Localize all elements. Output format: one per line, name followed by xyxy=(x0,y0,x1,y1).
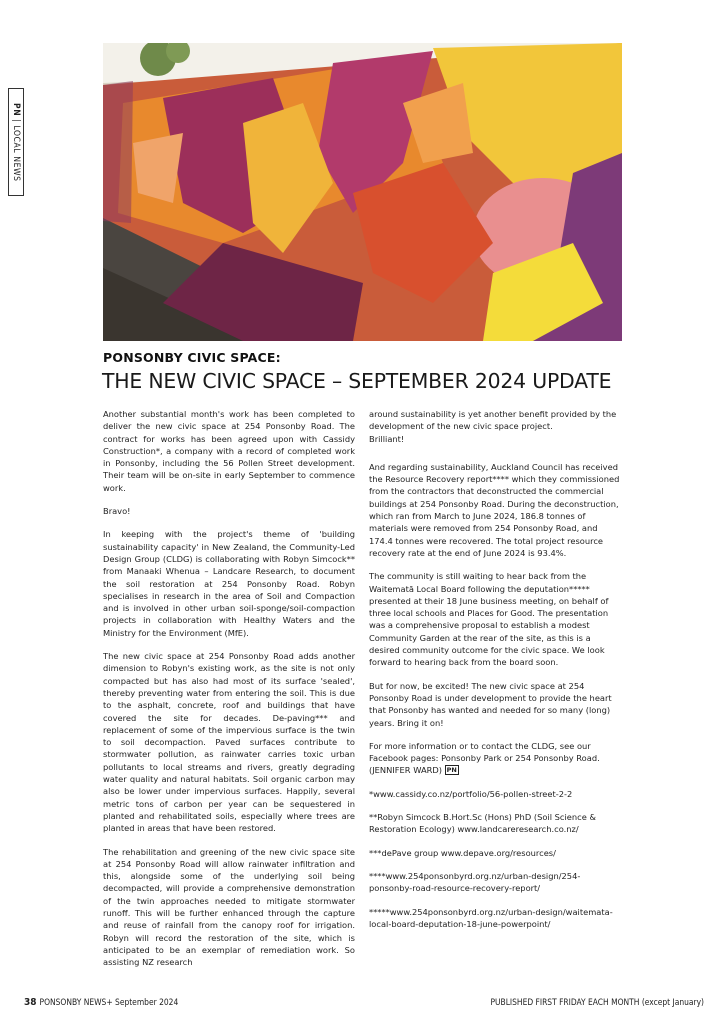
paragraph: The rehabilitation and greening of the new civic space site at 254 Ponsonby Road will allow rainwater infiltration and this, alongside some of the underlying soil being decompacted, will provide a comprehensive demonstration of the twin approaches needed to mitigate stormwater runoff. This will be further enhanced through the capture and reuse of rainfall from the canopy roof for irrigation. Robyn will record the restoration of the site, which is anticipated to be an exemplar of remediation work. So assisting NZ research xyxy=(103,846,355,968)
article-kicker: PONSONBY CIVIC SPACE: xyxy=(103,350,281,365)
paragraph: In keeping with the project's theme of 'building sustainability capacity' in New Zealand, the Community-Led Design Group (CLDG) is collaborating with Robyn Simcock** from Manaaki Whenua – Landcare Research, to document the soil restoration at 254 Ponsonby Road. Robyn specialises in research in the area of Soil and Compaction and is involved in other urban soil-sponge/soil-compaction projects in collaboration with Healthy Waters and the Ministry for the Environment (MfE). xyxy=(103,529,355,638)
mural-illustration xyxy=(103,43,622,341)
footnote: *****www.254ponsonbyrd.org.nz/urban-design/waitemata-local-board-deputation-18-june-powerpoint/ xyxy=(369,906,613,929)
paragraph: Bravo! xyxy=(103,506,131,517)
paragraph: The community is still waiting to hear back from the Waitematā Local Board following the deputation***** presented at their 18 June business meeting, on behalf of three local schools and Places for Good. The presentation was a comprehensive proposal to establish a modest Community Garden at the rear of the site, as this is a desired community outcome for the civic space. We look forward to hearing back from the board soon. xyxy=(369,571,609,668)
publication-name: PONSONBY NEWS+ September 2024 xyxy=(39,997,179,1007)
pn-logo: PN xyxy=(11,102,21,116)
mural-photo xyxy=(103,43,622,341)
footer-tagline: PUBLISHED FIRST FRIDAY EACH MONTH (except January) xyxy=(490,997,704,1007)
section-name: LOCAL NEWS xyxy=(11,125,21,182)
right-column xyxy=(369,408,621,941)
footnote: **Robyn Simcock B.Hort.Sc (Hons) PhD (Soil Science & Restoration Ecology) www.landcareresearch.co.nz/ xyxy=(369,812,596,835)
contact-text: For more information or to contact the CLDG, see our Facebook pages: Ponsonby Park or 254 Ponsonby Road. xyxy=(369,740,600,764)
page-footer xyxy=(24,997,704,1008)
pn-end-mark: PN xyxy=(446,766,457,775)
paragraph: But for now, be excited! The new civic space at 254 Ponsonby Road is under development to provide the heart that Ponsonby has wanted and needed for so many (long) years. Bring it on! xyxy=(369,680,612,728)
page-number: 38 xyxy=(24,997,37,1008)
paragraph: The new civic space at 254 Ponsonby Road adds another dimension to Robyn's existing work, as the site is not only compacted but has also had most of its surface 'sealed', thereby preventing water from entering the soil. This is due to the asphalt, concrete, roof and buildings that have covered the site for decades. De-paving*** and replacement of some of the impervious surface is the twin to soil decompaction. Paved surfaces contribute to stormwater pollution, as rainwater carries toxic urban pollutants to local streams and rivers, greatly degrading water quality and natural habitats. Soil organic carbon may also be lower under impervious surfaces. Happily, several metric tons of carbon per year can be sequestered in planted and rehabilitated soils, especially where trees are planted in areas that have been restored. xyxy=(103,651,355,834)
footnote: ***dePave group www.depave.org/resources/ xyxy=(369,847,556,858)
section-tab xyxy=(8,88,24,196)
contact-paragraph xyxy=(369,740,621,777)
article-headline: THE NEW CIVIC SPACE – SEPTEMBER 2024 UPDATE xyxy=(102,369,612,393)
section-separator: | xyxy=(11,115,21,126)
paragraph: Brilliant! xyxy=(369,433,405,444)
left-column xyxy=(103,408,355,979)
paragraph: And regarding sustainability, Auckland Council has received the Resource Recovery report**** which they commissioned from the contractors that deconstructed the commercial buildings at 254 Ponsonby Road. During the deconstruction, which ran from March to June 2024, 186.8 tonnes of materials were removed from 254 Ponsonby Road, and 174.4 tonnes were recovered. The total project resource recovery rate at the end of June 2024 is 93.4%. xyxy=(369,461,620,558)
paragraph: around sustainability is yet another benefit provided by the development of the new civic space project. xyxy=(369,409,617,432)
paragraph: Another substantial month's work has been completed to deliver the new civic space at 254 Ponsonby Road. The contract for works has been agreed upon with Cassidy Construction*, a company with a record of completed work in Ponsonby, including the 56 Pollen Street development. Their team will be on-site in early September to commence work. xyxy=(103,409,355,493)
byline: (JENNIFER WARD) xyxy=(369,765,443,776)
footnote: *www.cassidy.co.nz/portfolio/56-pollen-street-2-2 xyxy=(369,788,573,799)
footer-left xyxy=(24,997,178,1008)
footnote: ****www.254ponsonbyrd.org.nz/urban-design/254-ponsonby-road-resource-recovery-report/ xyxy=(369,870,581,894)
